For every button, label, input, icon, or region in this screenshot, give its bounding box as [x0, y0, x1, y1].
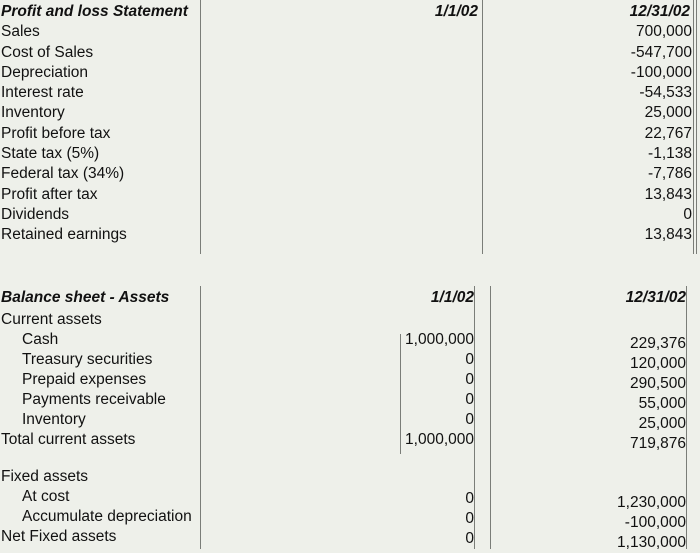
pl-value: 13,843: [644, 226, 692, 244]
fixed-value-col2: 1,130,000: [617, 534, 686, 551]
pl-label: Retained earnings: [1, 226, 127, 244]
pl-value: 22,767: [644, 124, 692, 142]
bs-label: Cash: [22, 331, 59, 348]
pl-label: State tax (5%): [1, 145, 100, 163]
bs-value-col2: 25,000: [638, 415, 686, 432]
bs-value-col2: 55,000: [638, 395, 686, 412]
bs-label: Inventory: [22, 411, 86, 428]
bs-title: Balance sheet - Assets: [1, 289, 170, 306]
pl-value: 700,000: [635, 23, 692, 41]
fixed-value-col1: 0: [465, 510, 474, 527]
pl-value: 13,843: [644, 185, 692, 203]
bs-section: [0, 286, 700, 450]
bs-value-col2: 229,376: [629, 335, 686, 352]
bs-current-assets-label: Current assets: [1, 311, 102, 328]
bs-value-col2: 290,500: [629, 375, 686, 392]
pl-value: -7,786: [648, 165, 692, 183]
bs-header-row: [0, 286, 700, 310]
pl-label: Depreciation: [1, 63, 89, 81]
bs-total-col1: 1,000,000: [405, 431, 474, 448]
pl-label: Inventory: [1, 104, 65, 122]
pl-value: 25,000: [644, 104, 692, 122]
pl-label: Profit after tax: [1, 185, 98, 203]
bs-label: Prepaid expenses: [22, 371, 147, 388]
fixed-value-col1: 0: [465, 530, 474, 547]
bs-value-col1: 0: [465, 391, 474, 408]
fixed-label: Net Fixed assets: [1, 528, 117, 545]
fixed-value-col2: 1,230,000: [617, 494, 686, 511]
bs-value-col1: 0: [465, 371, 474, 388]
fixed-assets-section: [0, 467, 700, 551]
pl-section: [0, 2, 700, 246]
bs-total-label: Total current assets: [1, 431, 136, 448]
pl-col1-header: 1/1/02: [434, 3, 478, 20]
fixed-assets-label: Fixed assets: [1, 468, 89, 485]
pl-value: -54,533: [639, 84, 692, 102]
pl-label: Interest rate: [1, 84, 84, 102]
pl-label: Profit before tax: [1, 124, 111, 142]
bs-label: Treasury securities: [22, 351, 153, 368]
bs-total-col2: 719,876: [629, 435, 686, 452]
bs-value-col1: 1,000,000: [405, 331, 474, 348]
pl-value: 0: [683, 205, 692, 223]
pl-label: Federal tax (34%): [1, 165, 125, 183]
pl-value: -100,000: [630, 63, 692, 81]
bs-value-col1: 0: [465, 411, 474, 428]
pl-value: -547,700: [630, 43, 692, 61]
pl-label: Sales: [1, 23, 40, 41]
bs-value-col2: 120,000: [629, 355, 686, 372]
fixed-value-col1: 0: [465, 490, 474, 507]
pl-value: -1,138: [648, 145, 692, 163]
bs-col2-header: 12/31/02: [625, 289, 686, 306]
bs-col1-header: 1/1/02: [430, 289, 474, 306]
pl-title: Profit and loss Statement: [1, 3, 188, 20]
pl-label: Dividends: [1, 205, 70, 223]
bs-label: Payments receivable: [22, 391, 166, 408]
pl-col2-header: 12/31/02: [629, 3, 690, 20]
pl-label: Cost of Sales: [1, 43, 94, 61]
fixed-label: At cost: [22, 488, 70, 505]
bs-value-col1: 0: [465, 351, 474, 368]
fixed-value-col2: -100,000: [624, 514, 686, 531]
fixed-label: Accumulate depreciation: [22, 508, 192, 525]
pl-header-row: [0, 2, 700, 22]
